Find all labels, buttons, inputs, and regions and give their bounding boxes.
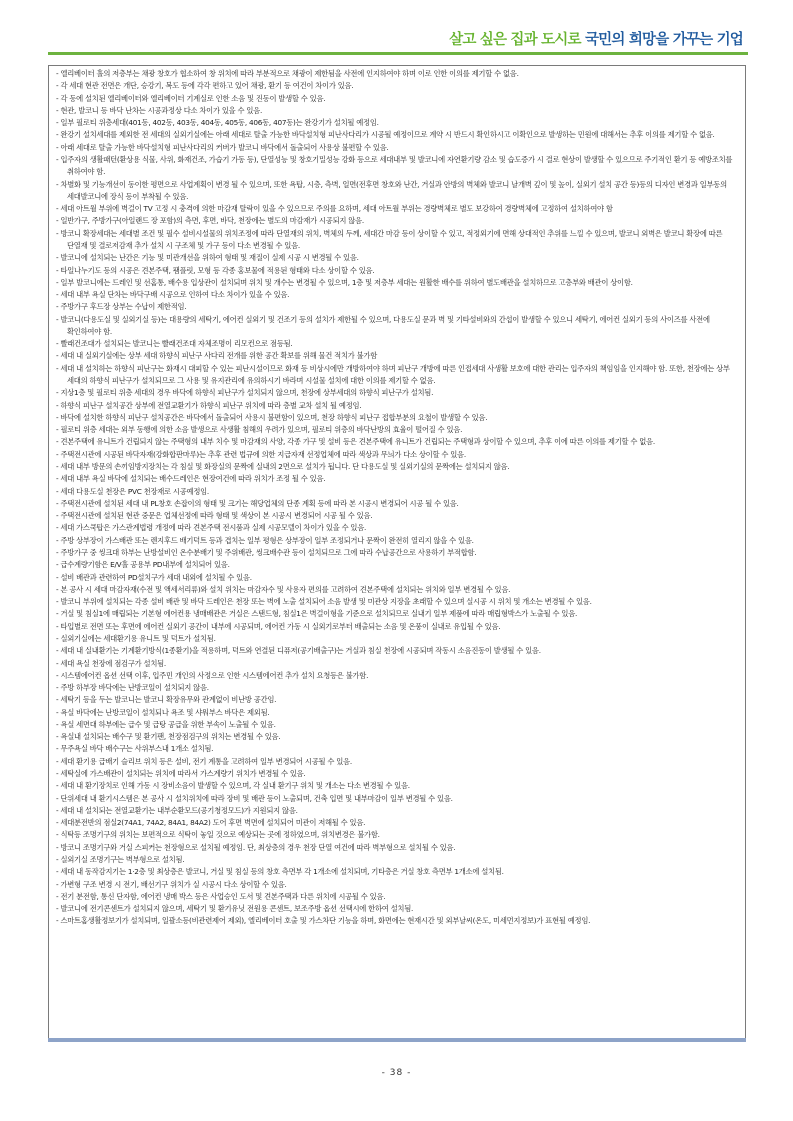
note-item: - 욕실 세면대 하부에는 급수 및 급탕 공급을 위한 부속이 노출될 수 있음. [56,719,276,729]
note-item: - 전기 분전함, 통신 단자함, 에어컨 냉매 박스 등은 사업승인 도서 및 견본주택과 다른 위치에 시공될 수 있음. [56,891,386,901]
note-item: - 가변형 구조 변경 시 전기, 배선기구 위치가 실 시공시 다소 상이할 수 있음. [56,879,287,889]
note-item: - 주방가구 중 씽크대 하부는 난방설비인 온수분배기 및 주위배관, 씽크배수관 등이 설치되므로 그에 따라 수납공간으로 사용하기 부적합함. [56,547,477,557]
note-item: - 차별화 및 기능개선이 동이한 평면으로 사업계획이 변경 될 수 있으며, 또한 욕탑, 시층, 측벽, 일면(전후면 창호와 난간, 거실과 안방의 벽체와 발코니 날개벽 깊이 및 높이, 실외기 설치 공간 등)등의 디자인 변경과 일부동의 세대발코니에 장식 등이 부착될 수 있음. [56,179,727,201]
note-item: - 아래 세대로 탈출 가능한 바닥설치형 피난사다리의 커버가 발코니 바닥에서 돌출되어 사용상 불편할 수 있음. [56,142,389,152]
note-item: - 욕실 바닥에는 난방코일이 설치되나 욕조 및 샤워부스 바닥은 제외됨. [56,707,270,717]
note-item: - 하향식 피난구 설치공간 상부에 전열교환기가 하향식 피난구 위치에 따라 층별 교차 설치 될 예정임. [56,400,362,410]
note-item: - 세대 내 설치하는 하향식 피난구는 화재시 대피할 수 있는 피난시설이므로 화재 등 비상시에만 개방하여야 하며 피난구 개방에 따른 인접세대 사생활 보호에 대한 관리는 입주자의 책임임을 인지해야 함. 또한, 천장에는 상부 세대의 하향식 피난구가 설치되므로 그 사용 및 유지관리에 유의하시기 바라며 시설물 설치에 대한 이의를 제기할 수 없음. [56,363,730,386]
note-item: - 각 동에 설치된 엘리베이터와 엘리베이터 기계실로 인한 소음 및 진동이 발생할 수 있음. [56,93,326,103]
note-item: - 세대 내 실외기실에는 상부 세대 하향식 피난구 사다리 전개를 위한 공간 확보를 위해 물건 적치가 불가함 [56,351,378,361]
header-slogan-part2: 국민의 희망을 가꾸는 기업 [584,32,743,48]
note-item: - 세대 내부 방문의 손끼임방지장치는 각 침실 및 화장실의 문짝에 실내의 2면으로 설치가 됩니다. 단 다용도실 및 실외기실의 문짝에는 설치되지 않음. [56,462,510,471]
note-item: - 무주욕실 바닥 배수구는 사위부스내 1개소 설치됨. [56,744,214,754]
note-item: - 식탁등 조명기구의 위치는 보편적으로 식탁이 놓일 것으로 예상되는 곳에 정하였으며, 위치변경은 불가함. [56,830,380,840]
note-item: - 빨래건조대가 설치되는 발코니는 빨래건조대 자체조명이 리모컨으로 점등됨. [56,339,293,349]
note-item: - 주방가구 후드장 상부는 수납이 제한적임. [56,302,187,312]
note-item: - 발코니에 설치되는 난간은 기능 및 미관개선을 위하여 형태 및 재질이 실제 시공 시 변경될 수 있음. [56,253,359,263]
note-item: - 일반가구, 주방가구(아일랜드 장 포함)의 측면, 후면, 바닥, 천장에는 별도의 마감재가 시공되지 않음. [56,216,364,226]
note-item: - 세대 내부 욕실 바닥에 설치되는 배수드레인은 현장여건에 따라 위치가 조정 될 수 있음. [56,474,326,484]
note-item: - 스마트홈생활정보기가 설치되며, 일괄소등(비관련제어 제외), 엘리베이터 호출 및 가스차단 기능을 하며, 화면에는 현재시간 및 외부날씨(온도, 미세먼지정보)가 표현될 예정임. [56,916,591,926]
note-item: - 급수계량기함은 E/V홀 공용부 PD내부에 설치되어 있음. [56,560,230,570]
notes-box-bottom-bar [48,1038,746,1042]
note-item: - 실외기실 조명기구는 벽부형으로 설치됨. [56,855,185,864]
note-item: - 견본주택에 유니트가 건립되지 않는 주택형의 내부 치수 및 마감재의 사양, 각종 가구 및 설비 등은 견본주택에 유니트가 건립되는 주택형과 상이할 수 있으며, 추후 이에 따른 이의를 제기할 수 없음. [56,437,655,447]
note-item: - 거실 및 침실1에 매립되는 기본형 에어컨용 냉매배관은 거실은 스탠드형, 침실1은 벽걸이형을 기준으로 설치되므로 실내기 일부 제품에 따라 매립형박스가 노출될 수 있음. [56,609,578,619]
header-divider [48,52,748,55]
note-item: - 주방 상부장이 가스배관 또는 렌지후드 배기덕트 등과 겹치는 일부 평형은 상부장이 일부 조정되거나 문짝이 완전히 열리지 않을 수 있음. [56,535,474,545]
note-item: - 세대 내 동작감지기는 1·2층 및 최상층은 발코니, 거실 및 침실 등의 창호 측면부 각 1개소에 설치되며, 기타층은 거실 창호 측면부 1개소에 설치됨. [56,867,504,877]
note-item: - 주택전시관에 설치된 현관 중문은 업체선정에 따라 형태 및 색상이 본 시공시 변경되어 시공 될 수 있음. [56,511,373,521]
note-item: - 현관, 발코니 등 바닥 난차는 시공과정상 다소 차이가 있을 수 있음. [56,105,263,115]
note-item: - 방코니 조명기구와 거실 스피커는 천장형으로 설치될 예정임. 단, 최상층의 경우 천장 단열 여건에 따라 벽부형으로 설치될 수 있음. [56,842,456,852]
note-item: - 세대 아트월 부위에 벽걸이 TV 고정 시 충격에 의한 마감재 탈락이 있을 수 있으므로 주의를 요하며, 세대 아트월 부위는 경량벽체로 별도 보강하여 경량벽체에 고정하여 설치하여야 함 [56,204,613,214]
note-item: - 바닥에 설치한 하향식 피난구 설치공간은 바닥에서 돌출되어 사용시 불편함이 있으며, 천장 하향식 피난구 접합부분의 요철이 발생할 수 있음. [56,412,488,422]
note-item: - 시스템에어컨 옵션 선택 이후, 입주민 개인의 사정으로 인한 시스템에어컨 추가 설치 요청등은 불가함. [56,670,369,680]
note-item: - 주방 하부장 바닥에는 난방코일이 설치되지 않음. [56,683,209,693]
note-item: - 실외기실에는 세대환기용 유니트 및 덕트가 설치됨. [56,633,216,643]
note-item: - 세대 내 실내환기는 기계환기방식(1종환기)을 적용하며, 덕트와 연결된 디퓨저(공기배출구)는 거실과 침실 천장에 시공되며 작동시 소음진동이 발생될 수 있음. [56,646,541,656]
note-item: - 각 세대 현관 전면은 개단, 승강기, 복도 등에 각각 편하고 있어 채광, 환기 등 여건이 차이가 있음. [56,81,354,91]
note-item: - 타입별로 전면 또는 후면에 에어컨 실외기 공간이 내부에 시공되며, 에어컨 가동 시 실외기로부터 배출되는 소음 및 온풍이 실내로 유입될 수 있음. [56,621,501,631]
note-item: - 세탁기 등을 두는 발코니는 발코니 확장유무와 관계없이 비난방 공간임. [56,695,277,705]
note-item: - 입주자의 생활패턴(환상용 식물, 사위, 화재건조, 가습기 가동 등), 단열성능 및 창호기밀성능 강화 등으로 세대내부 및 발코니에 자연환기량 감소 및 습도증가 시 결로 현상이 발생할 수 있으므로 주기적인 환기 등 예방조치를 취하여야 함. [56,154,733,177]
note-item: - 주택전시관에 설치된 세대 내 PL창호 손잡이의 형태 및 크기는 해당업체의 단종 계획 등에 따라 본 시공시 변경되어 시공 될 수 있음. [56,498,459,508]
note-item: - 세대 내 환기장치로 인해 가동 시 장비소음이 발생할 수 있으며, 각 실내 환기구 위치 및 개소는 다소 변경될 수 있음. [56,781,410,791]
note-item: - 지상1층 및 필로티 위층 세대의 경우 바닥에 하향식 피난구가 설치되지 않으며, 천장에 상부세대의 하향식 피난구가 설치됨. [56,388,434,398]
note-item: - 세대 가스쿡탑은 가스관계법령 개정에 따라 견본주택 전시품과 실제 시공모델이 차이가 있을 수 있음. [56,523,367,533]
page-number: - 38 - [381,1068,412,1078]
note-item: - 세대 욕실 천장에 점검구가 설치됨. [56,658,166,668]
note-item: - 세대 다용도실 천장은 PVC 천장재로 시공예정임. [56,486,209,496]
note-item: - 완강기 설치세대를 제외한 전 세대의 실외기실에는 아래 세대로 탈출 가능한 바닥설치형 피난사다리가 시공될 예정이므로 계약 시 반드시 확인하시고 이확인으로 발생하는 민원에 대해서는 추후 이의를 제기할 수 없음. [56,130,715,140]
note-item: - 세탁실에 가스배관이 설치되는 위치에 따라서 가스계량기 위치가 변경될 수 있음. [56,769,306,779]
note-item: - 욕실내 설치되는 배수구 및 환기팬, 천장점검구의 위치는 변경될 수 있음. [56,732,281,742]
note-item: - 발코니에 전기콘센트가 설치되지 않으며, 세탁기 및 환기유닛 전원용 콘센트, 보조주방 옵션 선택시에 한하여 설치됨. [56,904,414,914]
note-item: - 일부 필로티 위층세대(401동, 402동, 403동, 404동, 405동, 406동, 407동)는 완강기가 설치될 예정임. [56,118,379,128]
note-item: - 엘리베이터 홀의 저층부는 채광 창호가 협소하여 창 위치에 따라 부분적으로 채광이 제한됨을 사전에 인지하여야 하며 이로 인한 이의를 제기할 수 없음. [56,69,519,78]
note-item: - 일부 발코니에는 드레인 및 선홈통, 배수용 입상관이 설치되며 위치 및 개수는 변경될 수 있으며, 1층 및 저층부 세대는 원활한 배수를 위하여 별도배관을 설치하므로 고층부와 배관이 상이함. [56,277,633,287]
note-item: - 설비 배관과 관련하여 PD설치구가 세대 내외에 설치될 수 있음. [56,572,252,582]
page-header [449,28,743,49]
note-item: - 단위세대 내 환기시스템은 본 공사 시 설치위치에 따라 장비 및 배관 등이 노출되며, 건축 입면 및 내부마감이 일부 변경될 수 있음. [56,793,453,803]
note-item: - 본 공사 시 세대 마감자재(수전 및 액세서리류)와 설치 위치는 마감자수 및 사용자 편의를 고려하여 견본주택에 설치되는 위치와 일부 변경될 수 있음. [56,584,511,594]
note-item: - 타일나누기도 등의 시공은 견본주택, 팸플릿, 모형 등 각종 홍보물에 적용된 형태와 다소 상이할 수 있음. [56,265,375,275]
notes-list [52,68,740,928]
header-slogan-part1: 살고 싶은 집과 도시로 [449,32,581,48]
note-item: - 세대분전반의 점실2(74A1, 74A2, 84A1, 84A2) 도어 후면 벽면에 설치되어 미관이 저해될 수 있음. [56,818,366,828]
note-item: - 필로티 위층 세대는 외부 동행에 의한 소음 발생으로 사생활 침해의 우려가 있으며, 필로티 위층의 바닥난방의 효율이 떨어질 수 있음. [56,425,463,435]
note-item: - 주택전시관에 시공된 바닥자재(강화합판마루)는 추후 관련 법규에 의한 지급자재 선정업체에 따라 색상과 무늬가 다소 상이할 수 있음. [56,449,466,459]
note-item: - 세대 환기용 급배기 슬리브 위치 등은 설비, 전기 계통을 고려하여 일부 변경되어 시공될 수 있음. [56,756,352,766]
note-item: - 발코니 부위에 설치되는 각종 설비 배관 및 바닥 드레인은 천장 또는 벽에 노출 설치되어 소음 발생 및 미관상 지장을 초래할 수 있으며 실시공 시 위치 및 개소는 변경될 수 있음. [56,597,592,607]
note-item: - 방코니 확장세대는 세대별 조건 및 필수 설비시설물의 위치조정에 따라 단열재의 위치, 벽체의 두께, 세대간 마감 등이 상이할 수 있고, 적정외기에 면해 상대적인 추위를 느낄 수 있으며, 발코니 외벽은 발코니 확장에 따른 단열재 및 결로저감재 추가 설치 시 구조체 및 가구 등이 다소 변경될 수 있음. [56,228,723,250]
note-item: - 발코니(다용도실 및 실외기실 등)는 대용량의 세탁기, 에어컨 실외기 및 건조기 등의 설치가 제한될 수 있으며, 다용도실 문과 벽 및 기타설비와의 간섭이 발생할 수 있으니 세탁기, 에어컨 실외기 등의 사이즈를 사전에 확인하여야 함. [56,314,710,336]
note-item: - 세대 내 설치되는 전열교환기는 내부순환모드(공기청정모드)가 지원되지 않음. [56,805,298,815]
note-item: - 세대 내부 욕실 단차는 바닥구배 시공으로 인하여 다소 차이가 있을 수 있음. [56,290,290,300]
